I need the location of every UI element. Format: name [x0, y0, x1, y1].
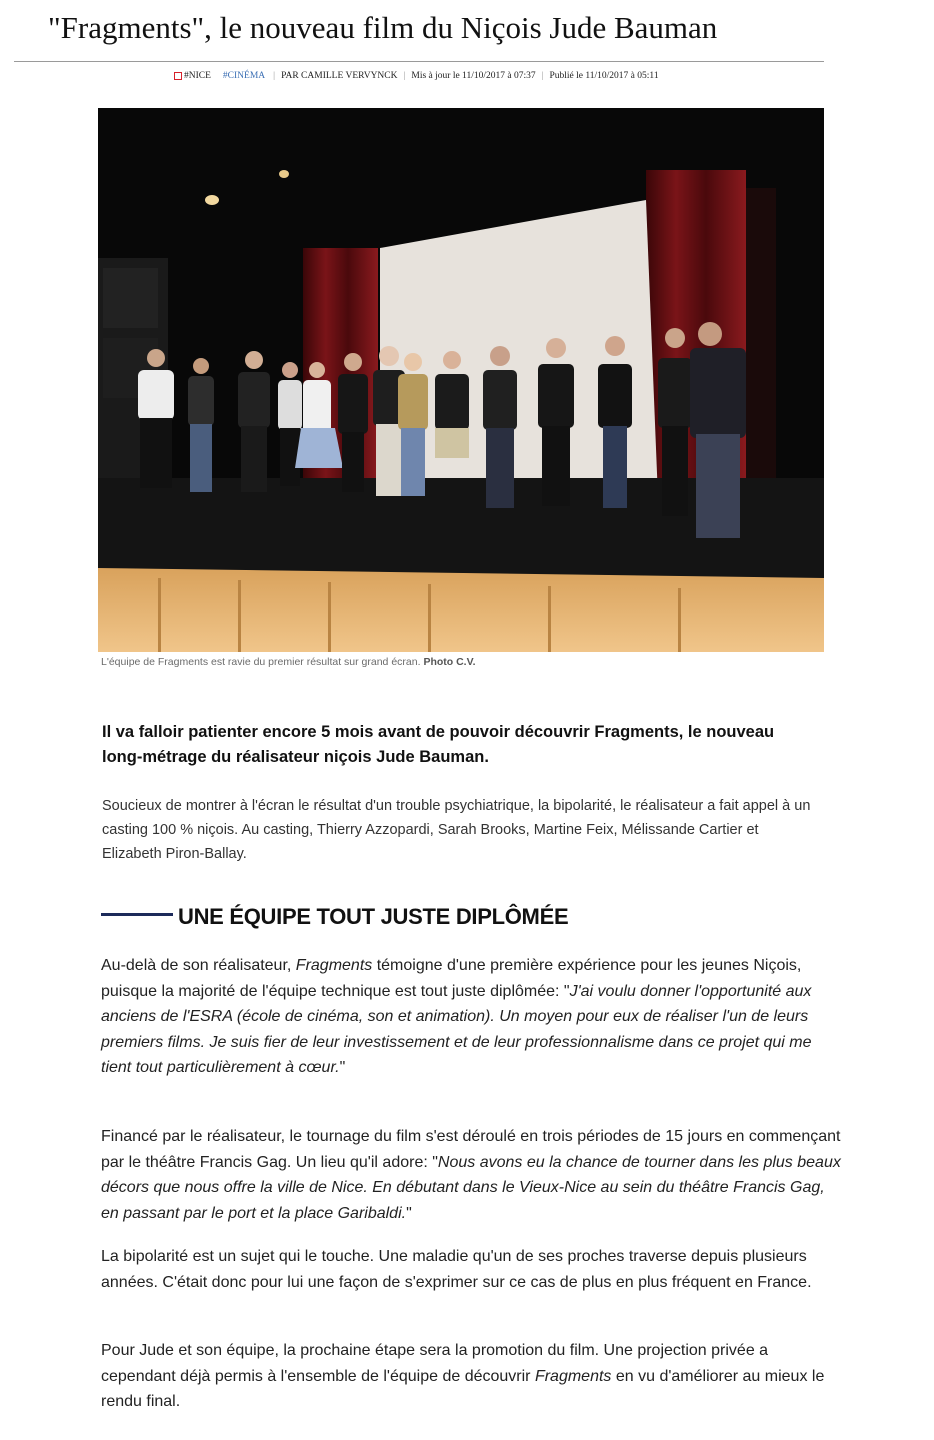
article-lead: Il va falloir patienter encore 5 mois avant de pouvoir découvrir Fragments, le nouveau long-métrage du réalisateur niçois Jude Bauman.	[102, 723, 775, 766]
body-paragraph: Pour Jude et son équipe, la prochaine étape sera la promotion du film. Une projection privée a cependant déjà permis à l'ensemble de l'équipe de découvrir Fragments en vu d'améliorer au mieux le rendu final.	[101, 1342, 825, 1410]
tag-nice-link[interactable]: #NICE	[184, 71, 211, 81]
meta-separator: |	[273, 71, 276, 81]
article-photo	[98, 108, 824, 652]
photo-credit: Photo C.V.	[423, 656, 476, 668]
intro-paragraph: Soucieux de montrer à l'écran le résultat d'un trouble psychiatrique, la bipolarité, le réalisateur a fait appel à un casting 100 % niçois. Au casting, Thierry Azzopardi, Sarah Brooks, Martine Feix, Mélissande Cartier et Elizabeth Piron-Ballay.	[102, 798, 811, 862]
updated-date: Mis à jour le 11/10/2017 à 07:37	[411, 71, 536, 81]
tag-square-icon	[174, 72, 182, 80]
body-paragraph: Financé par le réalisateur, le tournage du film s'est déroulé en trois périodes de 15 jours en commençant par le théâtre Francis Gag. Un lieu qu'il adore: "Nous avons eu la chance de tourner dans les plus beaux décors que nous offre la ville de Nice. En débutant dans le Vieux-Nice au sein du théâtre Francis Gag, en passant par le port et la place Garibaldi."	[101, 1128, 841, 1222]
published-date: Publié le 11/10/2017 à 05:11	[549, 71, 659, 81]
tag-cinema-link[interactable]: #CINÉMA	[222, 71, 266, 81]
title-divider	[14, 61, 824, 62]
body-paragraph: Au-delà de son réalisateur, Fragments témoigne d'une première expérience pour les jeunes Niçois, puisque la majorité de l'équipe technique est tout juste diplômée: "J'ai voulu donner l'opportunité aux anciens de l'ESRA (école de cinéma, son et animation). Un moyen pour eux de réaliser l'un de leurs premiers films. Je suis fier de leur investissement et de leur professionnalisme dans ce projet qui me tient tout particulièrement à cœur."	[101, 957, 812, 1076]
article-meta	[174, 71, 659, 81]
section-heading-bar	[101, 913, 173, 916]
section-heading: UNE ÉQUIPE TOUT JUSTE DIPLÔMÉE	[178, 904, 569, 929]
body-paragraph: La bipolarité est un sujet qui le touche. Une maladie qu'un de ses proches traverse depuis plusieurs années. C'était donc pour lui une façon de s'exprimer sur ce cas de plus en plus fréquent en France.	[101, 1248, 812, 1291]
article-title: "Fragments", le nouveau film du Niçois Jude Bauman	[48, 10, 718, 45]
meta-separator: |	[541, 71, 544, 81]
photo-caption	[101, 656, 476, 668]
meta-separator: |	[403, 71, 406, 81]
caption-text: L'équipe de Fragments est ravie du premier résultat sur grand écran.	[101, 656, 421, 668]
author-byline: PAR CAMILLE VERVYNCK	[281, 71, 398, 81]
